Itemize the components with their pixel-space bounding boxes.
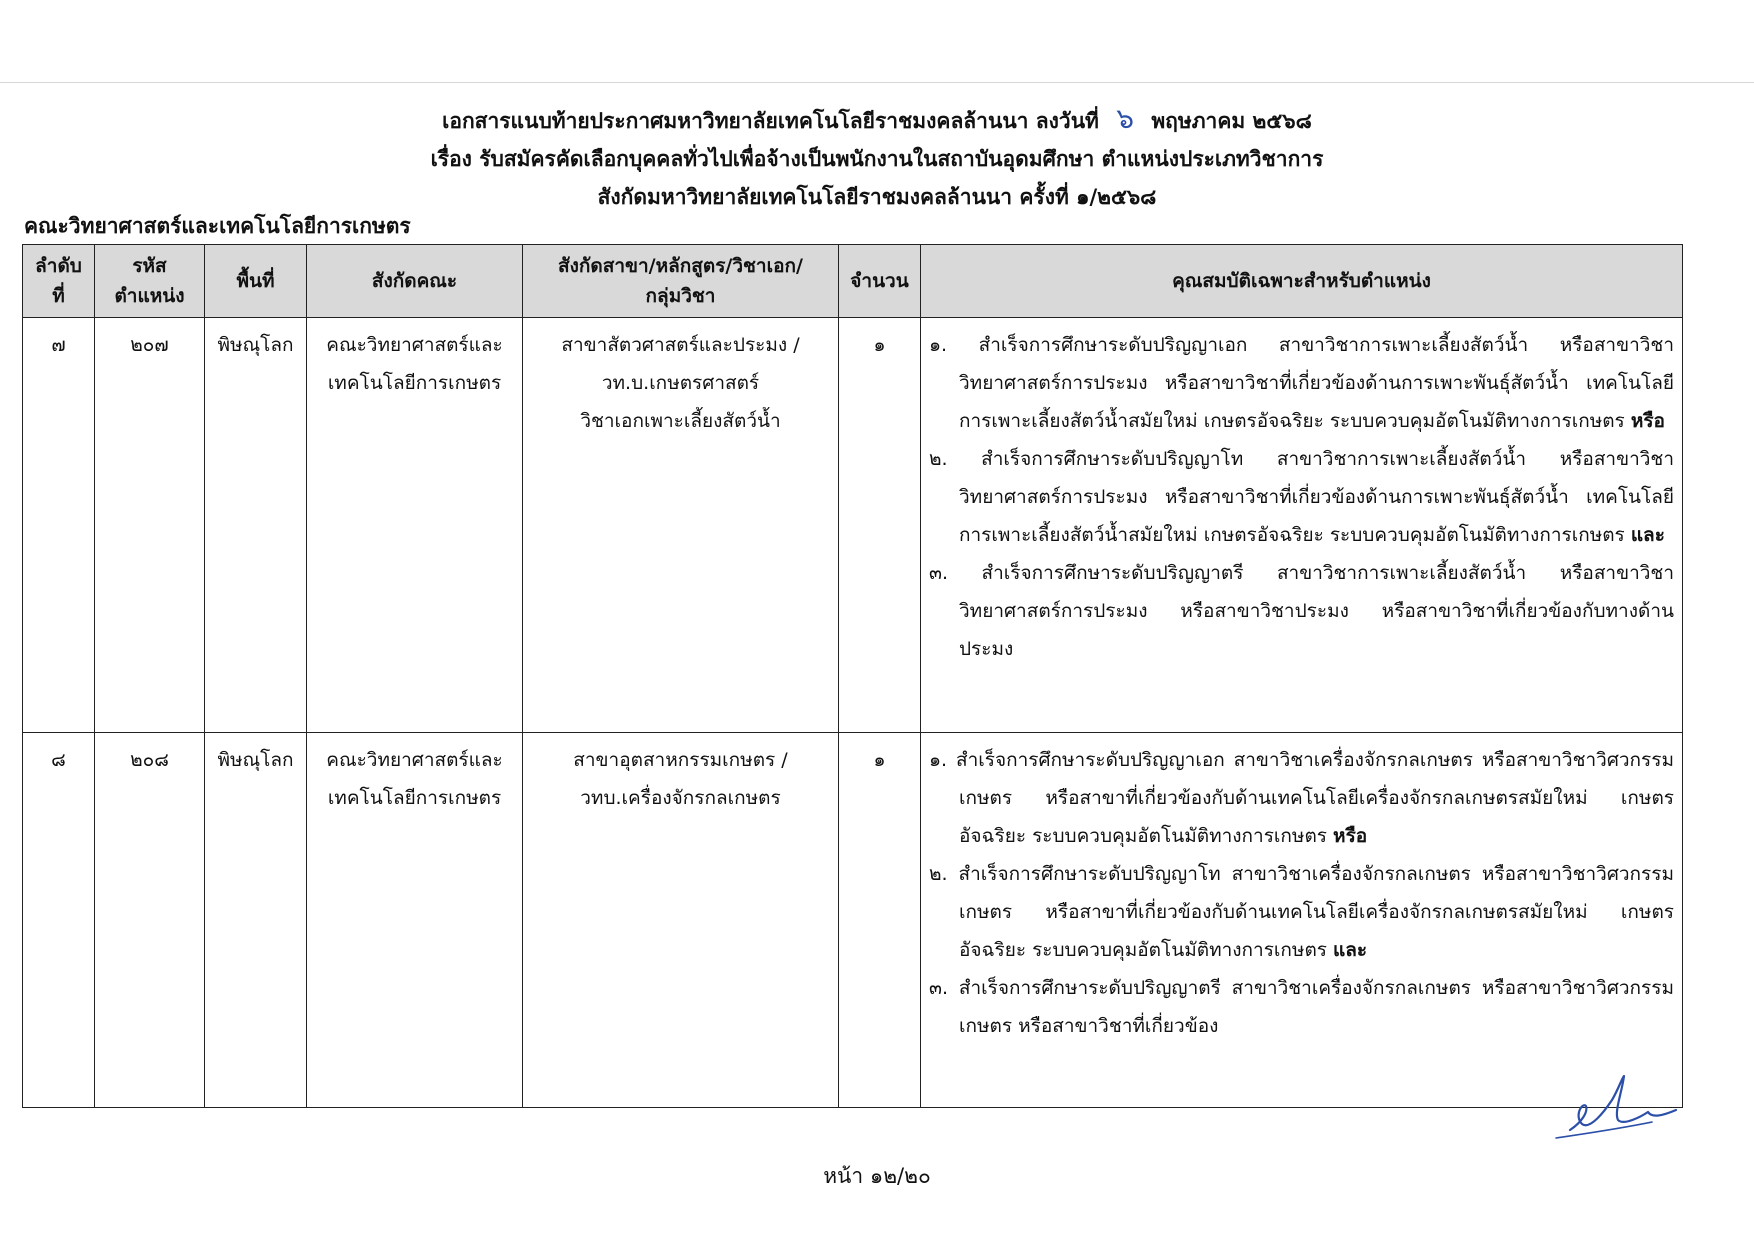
cell-quantity: ๑	[839, 318, 921, 733]
qualification-item: ๒. สำเร็จการศึกษาระดับปริญญาโท สาขาวิชาการเพาะเลี้ยงสัตว์น้ำ หรือสาขาวิชาวิทยาศาสตร์การประมง หรือสาขาวิชาที่เกี่ยวข้องด้านการเพาะพันธุ์สัตว์น้ำ เทคโนโลยีการเพาะเลี้ยงสัตว์น้ำสมัยใหม่ เกษตรอัจฉริยะ ระบบควบคุมอัตโนมัติทางการเกษตร และ	[929, 448, 1674, 546]
cell-qualifications	[921, 733, 1683, 1108]
header-program: สังกัดสาขา/หลักสูตร/วิชาเอก/ กลุ่มวิชา	[523, 245, 839, 318]
conjunction: และ	[1333, 939, 1368, 961]
conjunction: หรือ	[1630, 410, 1665, 432]
cell-quantity: ๑	[839, 733, 921, 1108]
document-header	[0, 100, 1754, 216]
program-line: สาขาอุตสาหกรรมเกษตร /	[573, 749, 788, 771]
qualification-item: ๑. สำเร็จการศึกษาระดับปริญญาเอก สาขาวิชาเครื่องจักรกลเกษตร หรือสาขาวิชาวิศวกรรมเกษตร หรือสาขาที่เกี่ยวข้องกับด้านเทคโนโลยีเครื่องจักรกลเกษตรสมัยใหม่ เกษตรอัจฉริยะ ระบบควบคุมอัตโนมัติทางการเกษตร หรือ	[929, 749, 1674, 847]
program-line: วทบ.เครื่องจักรกลเกษตร	[580, 787, 781, 809]
cell-code: ๒๐๘	[95, 733, 205, 1108]
header-no: ลำดับ ที่	[23, 245, 95, 318]
program-line: วท.บ.เกษตรศาสตร์	[601, 372, 760, 394]
table-row	[23, 318, 1683, 733]
top-divider	[0, 82, 1754, 83]
program-line: วิชาเอกเพาะเลี้ยงสัตว์น้ำ	[580, 410, 781, 432]
cell-program	[523, 733, 839, 1108]
header-line-3: สังกัดมหาวิทยาลัยเทคโนโลยีราชมงคลล้านนา ครั้งที่ ๑/๒๕๖๘	[597, 185, 1157, 209]
cell-qualifications	[921, 318, 1683, 733]
header-line-2: เรื่อง รับสมัครคัดเลือกบุคคลทั่วไปเพื่อจ้างเป็นพนักงานในสถาบันอุดมศึกษา ตำแหน่งประเภทวิชาการ	[430, 147, 1324, 171]
header-line-1	[0, 100, 1754, 140]
header-area: พื้นที่	[205, 245, 307, 318]
conjunction: หรือ	[1333, 825, 1368, 847]
qualification-item: ๓. สำเร็จการศึกษาระดับปริญญาตรี สาขาวิชาเครื่องจักรกลเกษตร หรือสาขาวิชาวิศวกรรมเกษตร หรือสาขาวิชาที่เกี่ยวข้อง	[929, 977, 1674, 1037]
qualification-item: ๑. สำเร็จการศึกษาระดับปริญญาเอก สาขาวิชาการเพาะเลี้ยงสัตว์น้ำ หรือสาขาวิชาวิทยาศาสตร์การประมง หรือสาขาวิชาที่เกี่ยวข้องด้านการเพาะพันธุ์สัตว์น้ำ เทคโนโลยีการเพาะเลี้ยงสัตว์น้ำสมัยใหม่ เกษตรอัจฉริยะ ระบบควบคุมอัตโนมัติทางการเกษตร หรือ	[929, 334, 1674, 432]
program-line: สาขาสัตวศาสตร์และประมง /	[561, 334, 800, 356]
cell-faculty: คณะวิทยาศาสตร์และเทคโนโลยีการเกษตร	[307, 733, 523, 1108]
faculty-heading: คณะวิทยาศาสตร์และเทคโนโลยีการเกษตร	[24, 214, 411, 238]
cell-no: ๗	[23, 318, 95, 733]
table-row	[23, 733, 1683, 1108]
header-quantity: จำนวน	[839, 245, 921, 318]
header-line-1-suffix: พฤษภาคม ๒๕๖๘	[1151, 109, 1312, 133]
header-code: รหัส ตำแหน่ง	[95, 245, 205, 318]
cell-area: พิษณุโลก	[205, 318, 307, 733]
page-number: หน้า ๑๒/๒๐	[823, 1164, 931, 1188]
cell-code: ๒๐๗	[95, 318, 205, 733]
signature-mark	[1552, 1072, 1682, 1142]
header-qualifications: คุณสมบัติเฉพาะสำหรับตำแหน่ง	[921, 245, 1683, 318]
header-faculty: สังกัดคณะ	[307, 245, 523, 318]
table-header-row	[23, 245, 1683, 318]
cell-program	[523, 318, 839, 733]
header-date-day: ๖	[1116, 102, 1134, 135]
conjunction: และ	[1630, 524, 1665, 546]
qualification-item: ๓. สำเร็จการศึกษาระดับปริญญาตรี สาขาวิชาการเพาะเลี้ยงสัตว์น้ำ หรือสาขาวิชาวิทยาศาสตร์การประมง หรือสาขาวิชาประมง หรือสาขาวิชาที่เกี่ยวข้องกับทางด้านประมง	[929, 562, 1674, 660]
header-line-1-prefix: เอกสารแนบท้ายประกาศมหาวิทยาลัยเทคโนโลยีราชมงคลล้านนา ลงวันที่	[442, 109, 1099, 133]
qualification-item: ๒. สำเร็จการศึกษาระดับปริญญาโท สาขาวิชาเครื่องจักรกลเกษตร หรือสาขาวิชาวิศวกรรมเกษตร หรือสาขาที่เกี่ยวข้องกับด้านเทคโนโลยีเครื่องจักรกลเกษตรสมัยใหม่ เกษตรอัจฉริยะ ระบบควบคุมอัตโนมัติทางการเกษตร และ	[929, 863, 1674, 961]
cell-no: ๘	[23, 733, 95, 1108]
positions-table	[22, 244, 1683, 1108]
cell-area: พิษณุโลก	[205, 733, 307, 1108]
cell-faculty: คณะวิทยาศาสตร์และเทคโนโลยีการเกษตร	[307, 318, 523, 733]
